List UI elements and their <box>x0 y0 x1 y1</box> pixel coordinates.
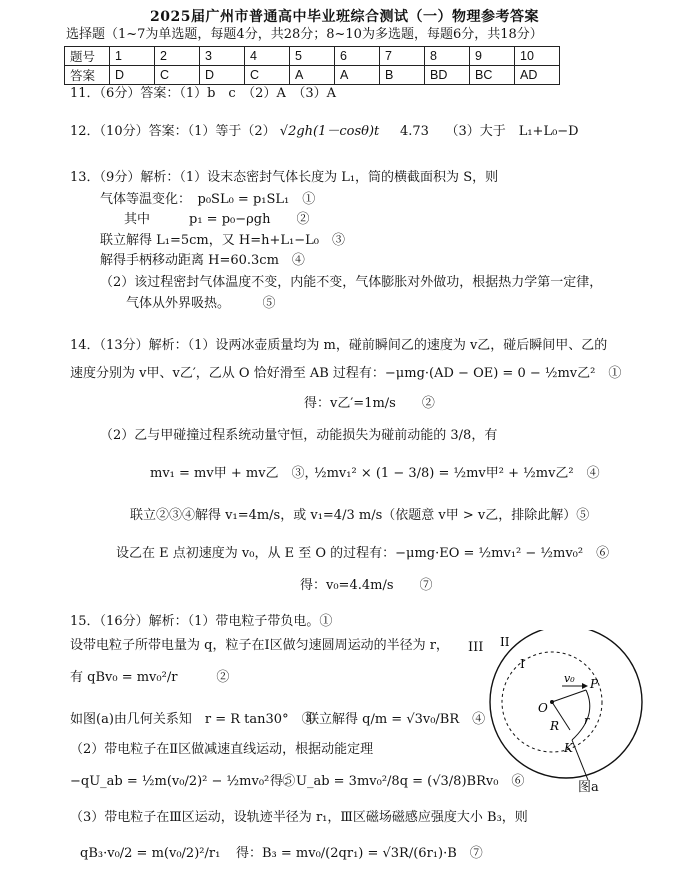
q12-prefix: 12．（10分）答案：（1）等于（2） <box>70 124 276 139</box>
choice-section-note: 选择题（1~7为单选题，每题4分，共28分；8~10为多选题，每题6分，共18分） <box>66 27 543 42</box>
table-cell: 7 <box>380 47 425 66</box>
q14-line: 得：v乙′=1m/s ② <box>304 396 435 411</box>
arrowhead-icon <box>582 683 588 689</box>
q14-line: 设乙在 E 点初速度为 v₀，从 E 至 O 的过程有：−μmg·EO = ½mv₁² − ½mv₀² ⑥ <box>116 546 610 561</box>
table-cell: A <box>335 66 380 85</box>
q14-line: 14．（13分）解析：（1）设两冰壶质量均为 m，碰前瞬间乙的速度为 v乙，碰后瞬间甲、乙的 <box>70 338 608 353</box>
q12-answer <box>70 124 579 140</box>
q13-line: 气体从外界吸热。 ⑤ <box>126 296 276 311</box>
table-cell: 8 <box>425 47 470 66</box>
answer-table <box>64 46 560 85</box>
q15-line: 设带电粒子所带电量为 q，粒子在Ⅰ区做匀速圆周运动的半径为 r， <box>70 638 449 653</box>
q13-line: 解得手柄移动距离 H=60.3cm ④ <box>100 253 305 268</box>
exit-line <box>572 740 588 780</box>
table-cell: 4 <box>245 47 290 66</box>
q12-value: 4.73 <box>399 124 429 139</box>
page-title: 2025届广州市普通高中毕业班综合测试（一）物理参考答案 <box>150 9 539 25</box>
table-cell: 2 <box>155 47 200 66</box>
q15-line: 15．（16分）解析：（1）带电粒子带负电。① <box>70 614 333 629</box>
table-cell: AD <box>515 66 560 85</box>
q15-line: （2）带电粒子在Ⅱ区做减速直线运动，根据动能定理 <box>70 742 374 757</box>
table-cell: C <box>155 66 200 85</box>
table-cell: A <box>290 66 335 85</box>
q15-line: 得：B₃ = mv₀/(2qr₁) = √3R/(6r₁)·B ⑦ <box>236 846 483 861</box>
table-cell: D <box>110 66 155 85</box>
q15-line: 如图(a)由几何关系知 r = R tan30° ③ <box>70 712 315 727</box>
q15-line: 联立解得 q/m = √3v₀/BR ④ <box>306 712 486 727</box>
radius-line <box>552 690 586 702</box>
q13-line: 联立解得 L₁=5cm，又 H=h+L₁−L₀ ③ <box>100 233 345 248</box>
table-cell: 3 <box>200 47 245 66</box>
q15-line: 得：U_ab = 3mv₀²/8q = (√3/8)BRv₀ ⑥ <box>270 774 525 789</box>
table-row <box>65 47 560 66</box>
q14-line: mv₁ = mv甲 + mv乙 ③， <box>150 466 318 481</box>
q14-line: 联立②③④解得 v₁=4m/s，或 v₁=4/3 m/s（依题意 v甲 > v乙，排除此解）⑤ <box>130 508 590 523</box>
table-cell: BC <box>470 66 515 85</box>
table-cell: B <box>380 66 425 85</box>
figure-label-I: I <box>520 657 525 671</box>
q11-answer: 11．（6分）答案：（1）b c （2）A （3）A <box>70 86 337 101</box>
q13-line: 气体等温变化： p₀SL₀ = p₁SL₁ ① <box>100 192 316 207</box>
q15-line: （3）带电粒子在Ⅲ区运动，设轨迹半径为 r₁，Ⅲ区磁场磁感应强度大小 B₃，则 <box>70 810 528 825</box>
q15-region-label: III <box>468 640 484 655</box>
q13-line: 其中 p₁ = p₀−ρgh ② <box>124 212 310 227</box>
q15-line: −qU_ab = ½m(v₀/2)² − ½mv₀² ⑤ <box>70 774 296 789</box>
q13-line: 13．（9分）解析：（1）设末态密封气体长度为 L₁，筒的横截面积为 S，则 <box>70 170 499 185</box>
table-cell: 10 <box>515 47 560 66</box>
figure-label-O: O <box>538 701 548 715</box>
q12-suffix: （3）大于 L₁+L₀−D <box>445 124 579 139</box>
table-cell: 6 <box>335 47 380 66</box>
q14-line: 速度分别为 v甲、v乙′，乙从 O 恰好滑至 AB 过程有：−μmg·(AD − OE) = 0 − ½mv乙² ① <box>70 366 622 381</box>
figure-a <box>470 630 680 790</box>
outer-field-boundary <box>490 630 642 778</box>
table-cell: 9 <box>470 47 515 66</box>
table-cell: BD <box>425 66 470 85</box>
figure-caption: 图a <box>578 780 599 795</box>
figure-label-II: II <box>500 635 510 649</box>
q14-line: （2）乙与甲碰撞过程系统动量守恒，动能损失为碰前动能的 3/8，有 <box>100 428 498 443</box>
table-cell: D <box>200 66 245 85</box>
table-header-cell: 题号 <box>65 47 110 66</box>
table-cell: 5 <box>290 47 335 66</box>
figure-label-r: r <box>584 714 590 727</box>
table-row <box>65 66 560 85</box>
figure-label-R: R <box>550 719 560 733</box>
q14-line: 得：v₀=4.4m/s ⑦ <box>300 578 433 593</box>
q14-line: ½mv₁² × (1 − 3/8) = ½mv甲² + ½mv乙² ④ <box>314 466 600 481</box>
figure-label-P: P <box>590 677 599 691</box>
table-header-cell: 答案 <box>65 66 110 85</box>
q15-line: 有 qBv₀ = mv₀²/r ② <box>70 670 230 685</box>
figure-label-v: v₀ <box>564 672 575 685</box>
q15-line: qB₃·v₀/2 = m(v₀/2)²/r₁ <box>80 846 221 861</box>
table-cell: 1 <box>110 47 155 66</box>
figure-label-K: K <box>564 741 573 755</box>
table-cell: C <box>245 66 290 85</box>
q12-formula: √2gh(1－cosθ)t <box>279 124 380 139</box>
q13-line: （2）该过程密封气体温度不变，内能不变，气体膨胀对外做功，根据热力学第一定律， <box>100 275 603 290</box>
